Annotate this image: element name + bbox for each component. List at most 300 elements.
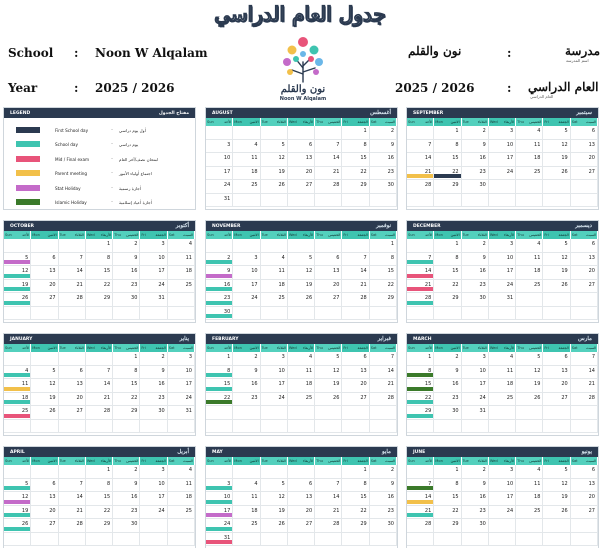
day-cell xyxy=(434,379,461,393)
month-grid xyxy=(206,457,397,546)
day-number: 28 xyxy=(333,182,340,188)
weekday-header xyxy=(113,457,140,465)
day-cell xyxy=(288,352,315,366)
day-number: 16 xyxy=(131,268,138,274)
weekday-en: Thu xyxy=(517,346,524,350)
day-number: 12 xyxy=(278,494,285,500)
day-marker xyxy=(206,387,232,391)
day-cell-empty xyxy=(370,307,397,321)
day-cell xyxy=(516,506,543,520)
day-number: 23 xyxy=(158,394,165,401)
day-cell xyxy=(342,126,369,140)
weekday-ar: السبت xyxy=(183,233,193,237)
weekday-ar: السبت xyxy=(586,459,596,463)
day-cell xyxy=(140,253,167,267)
day-number: 5 xyxy=(308,254,313,261)
day-number: 10 xyxy=(506,254,514,261)
day-cell xyxy=(370,393,397,407)
weekday-ar: السبت xyxy=(385,459,395,463)
day-cell-empty xyxy=(516,194,543,208)
year-label-ar: العام الدراسي xyxy=(528,80,599,94)
day-cell-empty xyxy=(31,307,58,321)
day-cell xyxy=(489,379,516,393)
day-cell xyxy=(342,366,369,380)
weekday-header xyxy=(206,231,233,239)
weekday-ar: الأربعاء xyxy=(302,346,314,350)
weekday-en: Mon xyxy=(435,120,443,124)
day-number: 16 xyxy=(452,381,459,387)
month-calendar-january xyxy=(3,333,196,436)
day-cell xyxy=(462,506,489,520)
day-cell-empty xyxy=(315,239,342,253)
day-cell xyxy=(206,280,233,294)
day-cell-empty xyxy=(342,307,369,321)
day-cell xyxy=(206,140,233,154)
day-cell-empty xyxy=(261,420,288,434)
day-cell xyxy=(59,492,86,506)
weekday-en: Sun xyxy=(5,346,12,350)
day-cell-empty xyxy=(516,293,543,307)
legend-title: LEGEND xyxy=(10,110,31,116)
day-cell xyxy=(543,352,570,366)
day-cell-empty xyxy=(315,194,342,208)
day-number: 14 xyxy=(76,494,83,500)
day-cell xyxy=(4,280,31,294)
day-number: 11 xyxy=(534,141,541,148)
day-number: 12 xyxy=(278,155,285,161)
month-name: NOVEMBER xyxy=(212,223,241,229)
day-number: 27 xyxy=(588,281,595,288)
day-number: 16 xyxy=(387,155,394,161)
day-number: 24 xyxy=(278,394,285,401)
month-name-ar: فبراير xyxy=(377,336,391,342)
day-cell xyxy=(407,479,434,493)
day-number: 15 xyxy=(452,494,459,500)
day-cell xyxy=(168,479,195,493)
weekday-en: Wed xyxy=(489,233,498,237)
legend-label-ar: أجازة أعياد إسلامية xyxy=(119,199,152,205)
day-cell-empty xyxy=(288,126,315,140)
day-number: 12 xyxy=(49,381,56,387)
weekday-header xyxy=(168,344,195,352)
weekday-en: Fri xyxy=(544,120,549,124)
day-cell xyxy=(462,239,489,253)
weekday-ar: السبت xyxy=(586,120,596,124)
day-cell xyxy=(113,366,140,380)
day-cell xyxy=(4,379,31,393)
weekday-header xyxy=(261,118,288,126)
day-cell xyxy=(543,253,570,267)
weekday-en: Tue xyxy=(462,346,469,350)
weekday-ar: الأحد xyxy=(22,233,30,237)
legend-label: First School day xyxy=(55,127,89,133)
day-number: 8 xyxy=(455,141,459,148)
day-cell xyxy=(370,492,397,506)
day-cell xyxy=(370,506,397,520)
weekday-en: Fri xyxy=(544,233,549,237)
logo-name-en: Noon W Alqalam xyxy=(279,96,327,102)
day-number: 28 xyxy=(387,394,394,401)
weekday-en: Tue xyxy=(59,459,66,463)
day-marker xyxy=(4,260,30,264)
day-cell xyxy=(140,266,167,280)
day-cell xyxy=(407,379,434,393)
day-cell-empty xyxy=(4,352,31,366)
day-cell-empty xyxy=(543,293,570,307)
day-number: 2 xyxy=(134,467,138,473)
weekday-header xyxy=(342,118,369,126)
weekday-ar: السبت xyxy=(385,346,395,350)
day-number: 1 xyxy=(134,354,138,360)
day-number: 13 xyxy=(49,268,56,274)
day-cell xyxy=(86,366,113,380)
day-cell-empty xyxy=(462,420,489,434)
day-cell xyxy=(86,379,113,393)
month-name-ar: أغسطس xyxy=(370,110,391,116)
day-cell xyxy=(370,366,397,380)
weekday-en: Sat xyxy=(571,459,578,463)
day-cell xyxy=(113,239,140,253)
day-number: 13 xyxy=(588,141,595,148)
month-grid xyxy=(4,231,195,320)
day-marker xyxy=(407,260,433,264)
day-cell-empty xyxy=(233,406,260,420)
day-number: 22 xyxy=(103,507,111,514)
day-marker xyxy=(407,500,433,504)
day-cell xyxy=(206,379,233,393)
day-number: 9 xyxy=(254,367,258,374)
day-number: 23 xyxy=(452,394,459,401)
day-number: 8 xyxy=(428,367,432,374)
day-number: 5 xyxy=(336,354,340,360)
day-number: 7 xyxy=(428,141,432,148)
month-calendar-august xyxy=(205,107,398,210)
weekday-ar: الخميس xyxy=(529,346,542,350)
weekday-en: Fri xyxy=(343,459,348,463)
day-cell xyxy=(462,293,489,307)
day-number: 19 xyxy=(333,381,340,387)
day-cell xyxy=(113,393,140,407)
day-cell xyxy=(342,140,369,154)
day-number: 18 xyxy=(185,268,192,274)
day-cell xyxy=(489,140,516,154)
weekday-header xyxy=(342,344,369,352)
weekday-en: Wed xyxy=(288,233,297,237)
day-cell xyxy=(370,266,397,280)
weekday-en: Fri xyxy=(544,346,549,350)
day-number: 19 xyxy=(49,394,56,401)
day-number: 17 xyxy=(479,381,486,387)
day-number: 26 xyxy=(21,521,29,527)
weekday-ar: الأحد xyxy=(224,233,232,237)
day-number: 4 xyxy=(537,128,541,134)
weekday-en: Fri xyxy=(544,459,549,463)
day-number: 17 xyxy=(223,168,231,175)
day-cell xyxy=(86,393,113,407)
day-number: 14 xyxy=(360,268,367,274)
day-cell-empty xyxy=(315,307,342,321)
day-number: 6 xyxy=(564,354,568,360)
day-cell xyxy=(261,266,288,280)
weekday-ar: الاثنين xyxy=(450,233,460,237)
day-cell xyxy=(288,140,315,154)
weekday-en: Wed xyxy=(86,459,95,463)
day-cell xyxy=(261,153,288,167)
day-number: 22 xyxy=(360,168,367,175)
weekday-header xyxy=(571,231,598,239)
day-cell-empty xyxy=(233,420,260,434)
day-cell xyxy=(261,492,288,506)
day-cell xyxy=(206,253,233,267)
day-number: 2 xyxy=(390,128,394,134)
day-cell xyxy=(543,506,570,520)
day-cell xyxy=(233,479,260,493)
day-number: 14 xyxy=(588,367,595,374)
day-cell xyxy=(206,479,233,493)
weekday-header xyxy=(489,344,516,352)
day-marker xyxy=(206,513,232,517)
day-number: 7 xyxy=(390,354,394,360)
day-number: 7 xyxy=(336,141,340,148)
day-cell-empty xyxy=(543,406,570,420)
weekday-ar: الجمعة xyxy=(155,346,166,350)
day-cell xyxy=(571,479,598,493)
day-cell xyxy=(516,266,543,280)
day-number: 10 xyxy=(479,367,486,374)
day-cell xyxy=(59,506,86,520)
day-cell xyxy=(370,280,397,294)
day-cell-empty xyxy=(543,307,570,321)
day-cell xyxy=(233,293,260,307)
day-cell-empty xyxy=(31,352,58,366)
weekday-header xyxy=(288,118,315,126)
day-cell xyxy=(315,266,342,280)
weekday-en: Sun xyxy=(207,120,214,124)
month-name: JANUARY xyxy=(10,336,33,342)
day-number: 21 xyxy=(333,507,340,514)
day-number: 27 xyxy=(305,521,313,527)
day-number: 8 xyxy=(390,254,394,261)
year-label: Year xyxy=(8,81,38,95)
day-cell xyxy=(31,379,58,393)
month-calendar-february xyxy=(205,333,398,436)
day-cell xyxy=(261,393,288,407)
day-cell xyxy=(489,492,516,506)
weekday-header xyxy=(516,344,543,352)
day-number: 3 xyxy=(254,254,258,261)
day-number: 15 xyxy=(360,494,367,500)
day-cell xyxy=(31,519,58,533)
day-marker xyxy=(4,387,30,391)
day-number: 14 xyxy=(424,268,432,274)
day-number: 31 xyxy=(479,408,486,414)
day-cell xyxy=(462,180,489,194)
day-number: 23 xyxy=(223,295,231,301)
day-number: 9 xyxy=(227,268,231,274)
day-cell xyxy=(434,180,461,194)
weekday-header xyxy=(342,231,369,239)
day-cell xyxy=(168,366,195,380)
weekday-header xyxy=(59,457,86,465)
weekday-header xyxy=(261,231,288,239)
day-number: 23 xyxy=(387,507,394,514)
day-cell xyxy=(571,506,598,520)
day-cell xyxy=(407,253,434,267)
school-name: Noon W Alqalam xyxy=(95,46,208,60)
month-calendar-june xyxy=(406,446,599,548)
day-cell xyxy=(31,280,58,294)
day-number: 8 xyxy=(363,480,367,487)
day-cell xyxy=(434,506,461,520)
day-number: 6 xyxy=(591,467,595,473)
day-cell xyxy=(516,366,543,380)
day-cell xyxy=(140,352,167,366)
weekday-header xyxy=(489,118,516,126)
day-cell xyxy=(261,519,288,533)
day-cell xyxy=(233,280,260,294)
weekday-en: Wed xyxy=(288,120,297,124)
weekday-ar: الثلاثاء xyxy=(74,233,84,237)
day-number: 27 xyxy=(561,394,568,401)
day-number: 30 xyxy=(223,308,231,315)
weekday-header xyxy=(315,344,342,352)
day-cell xyxy=(370,352,397,366)
school-sub-ar: اسم المدرسة xyxy=(566,58,589,63)
day-number: 20 xyxy=(561,381,568,387)
weekday-ar: الخميس xyxy=(126,346,139,350)
day-number: 31 xyxy=(185,408,192,414)
day-cell xyxy=(370,180,397,194)
weekday-ar: السبت xyxy=(385,233,395,237)
weekday-ar: الثلاثاء xyxy=(276,233,286,237)
day-cell xyxy=(315,492,342,506)
weekday-ar: الاثنين xyxy=(450,459,460,463)
weekday-ar: الأحد xyxy=(425,459,433,463)
day-cell xyxy=(462,253,489,267)
day-number: 19 xyxy=(21,281,29,288)
day-number: 17 xyxy=(185,381,192,387)
day-number: 22 xyxy=(103,281,111,288)
day-cell xyxy=(434,140,461,154)
day-number: 25 xyxy=(534,507,541,514)
weekday-header xyxy=(233,118,260,126)
weekday-en: Wed xyxy=(489,120,498,124)
day-cell xyxy=(206,492,233,506)
day-number: 11 xyxy=(534,480,541,487)
day-cell xyxy=(543,153,570,167)
weekday-en: Sun xyxy=(408,346,415,350)
day-number: 21 xyxy=(333,168,340,175)
day-cell-empty xyxy=(571,533,598,547)
weekday-ar: الاثنين xyxy=(450,346,460,350)
month-name-ar: أبريل xyxy=(177,449,189,455)
weekday-ar: الثلاثاء xyxy=(276,120,286,124)
day-number: 3 xyxy=(509,467,514,473)
day-number: 30 xyxy=(131,295,138,301)
weekday-ar: السبت xyxy=(586,233,596,237)
day-number: 30 xyxy=(131,521,138,527)
day-number: 7 xyxy=(336,480,340,487)
day-cell xyxy=(59,280,86,294)
weekday-header xyxy=(543,118,570,126)
legend-item xyxy=(4,124,195,136)
day-number: 4 xyxy=(254,141,258,148)
day-cell-empty xyxy=(59,420,86,434)
day-number: 27 xyxy=(49,521,56,527)
weekday-header xyxy=(86,231,113,239)
day-cell xyxy=(140,379,167,393)
day-cell-empty xyxy=(434,420,461,434)
day-cell xyxy=(462,167,489,181)
day-number: 8 xyxy=(134,367,138,374)
day-cell xyxy=(462,492,489,506)
day-number: 4 xyxy=(308,354,313,360)
day-cell xyxy=(86,239,113,253)
day-cell-empty xyxy=(571,293,598,307)
day-marker xyxy=(4,486,30,490)
day-cell xyxy=(113,406,140,420)
weekday-header xyxy=(140,344,167,352)
day-marker xyxy=(206,540,232,544)
day-cell xyxy=(233,352,260,366)
month-name-ar: ديسمبر xyxy=(575,223,592,229)
day-number: 10 xyxy=(185,367,192,374)
month-name-ar: مارس xyxy=(578,336,592,342)
day-cell-empty xyxy=(233,126,260,140)
month-calendar-march xyxy=(406,333,599,436)
month-calendar-october xyxy=(3,220,196,323)
day-cell xyxy=(462,352,489,366)
day-number: 26 xyxy=(534,394,541,401)
day-cell xyxy=(342,379,369,393)
weekday-en: Mon xyxy=(435,346,443,350)
day-cell xyxy=(407,519,434,533)
day-number: 28 xyxy=(76,295,83,301)
day-number: 24 xyxy=(223,182,231,188)
day-number: 31 xyxy=(506,295,514,301)
day-number: 10 xyxy=(506,141,514,148)
day-cell xyxy=(86,253,113,267)
legend-dash: - xyxy=(111,199,113,205)
day-cell-empty xyxy=(113,533,140,547)
day-cell xyxy=(288,393,315,407)
day-number: 25 xyxy=(506,394,514,401)
day-number: 31 xyxy=(223,534,231,541)
day-cell xyxy=(86,280,113,294)
day-cell xyxy=(516,153,543,167)
weekday-header xyxy=(571,457,598,465)
day-cell xyxy=(113,506,140,520)
day-number: 18 xyxy=(534,268,541,274)
day-number: 3 xyxy=(188,354,192,360)
weekday-header xyxy=(370,231,397,239)
weekday-header xyxy=(140,231,167,239)
day-cell xyxy=(113,479,140,493)
day-cell xyxy=(342,352,369,366)
weekday-en: Sun xyxy=(5,233,12,237)
weekday-en: Thu xyxy=(316,346,323,350)
day-cell xyxy=(113,352,140,366)
day-cell-empty xyxy=(261,307,288,321)
day-marker xyxy=(407,486,433,490)
day-cell xyxy=(86,506,113,520)
month-calendar-april xyxy=(3,446,196,548)
day-number: 16 xyxy=(251,381,258,387)
day-cell xyxy=(59,379,86,393)
day-cell-empty xyxy=(571,180,598,194)
day-number: 3 xyxy=(509,128,514,134)
day-cell-empty xyxy=(168,519,195,533)
